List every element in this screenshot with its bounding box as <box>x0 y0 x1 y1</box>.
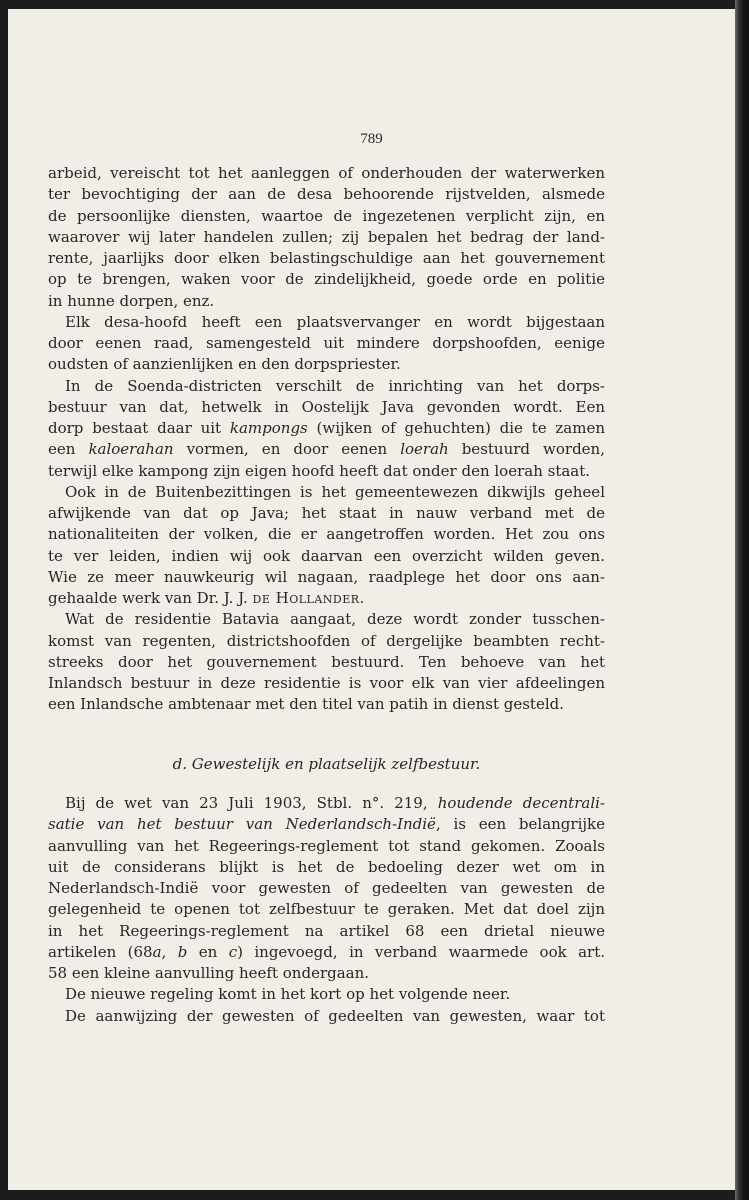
text-line: aanvulling van het Regeerings-reglement tot stand gekomen. Zooals <box>48 836 605 855</box>
text-line: 58 een kleine aanvulling heeft ondergaan. <box>48 964 370 982</box>
text-line: gehaalde werk van Dr. J. J. de Hollander. <box>48 589 365 607</box>
section-heading: d. Gewestelijk en plaatselijk zelfbestuur. <box>172 755 481 773</box>
text-line: uit de considerans blijkt is het de bedoeling dezer wet om in <box>48 857 605 876</box>
text-line: ter bevochtiging der aan de desa behoorende rijstvelden, alsmede <box>48 185 605 204</box>
text-line: een kaloerahan vormen, en door eenen loerah bestuurd worden, <box>48 440 605 459</box>
text-line: De nieuwe regeling komt in het kort op het volgende neer. <box>65 985 511 1004</box>
text-line: rente, jaarlijks door elken belastingschuldige aan het gouvernement <box>48 249 605 267</box>
text-line: In de Soenda-districten verschilt de inrichting van het dorps- <box>65 376 605 395</box>
text-line: in het Regeerings-reglement na artikel 68 een drietal nieuwe <box>48 921 605 940</box>
text-line: satie van het bestuur van Nederlandsch-Indië, is een belangrijke <box>48 815 605 834</box>
page-edge-shadow <box>735 0 749 1200</box>
book-page <box>8 9 735 1190</box>
text-line: op te brengen, waken voor de zindelijkheid, goede orde en politie <box>48 270 605 289</box>
text-line: dorp bestaat daar uit kampongs (wijken of gehuchten) die te zamen <box>48 419 605 437</box>
text-line: bestuur van dat, hetwelk in Oostelijk Java gevonden wordt. Een <box>48 397 605 416</box>
author-name: de Hollander <box>252 589 360 607</box>
text-line: Bij de wet van 23 Juli 1903, Stbl. n°. 219, houdende decentrali- <box>65 794 605 812</box>
text-line: streeks door het gouvernement bestuurd. Ten behoeve van het <box>48 652 605 671</box>
text-line: komst van regenten, districtshoofden of dergelijke beambten recht- <box>48 631 605 650</box>
italic-title: satie van het bestuur van Nederlandsch-Indië <box>48 815 436 834</box>
text-line: een Inlandsche ambtenaar met den titel van patih in dienst gesteld. <box>48 695 564 714</box>
text-line: waarover wij later handelen zullen; zij bepalen het bedrag der land- <box>48 227 605 246</box>
text-line: Inlandsch bestuur in deze residentie is voor elk van vier afdeelingen <box>48 674 605 692</box>
text-line: De aanwijzing der gewesten of gedeelten van gewesten, waar tot <box>65 1006 605 1025</box>
text-line: door eenen raad, samengesteld uit mindere dorpshoofden, eenige <box>48 334 605 352</box>
italic-term: kampongs <box>229 419 308 437</box>
text-block-top <box>48 163 605 716</box>
text-line: terwijl elke kampong zijn eigen hoofd heeft dat onder den loerah staat. <box>48 461 591 480</box>
text-line: Nederlandsch-Indië voor gewesten of gedeelten van gewesten de <box>48 879 605 897</box>
page-number: 789 <box>360 131 383 147</box>
text-line: arbeid, vereischt tot het aanleggen of onderhouden der waterwerken <box>48 164 605 182</box>
text-line: afwijkende van dat op Java; het staat in nauw verband met de <box>48 504 605 522</box>
text-line: nationaliteiten der volken, die er aangetroffen worden. Het zou ons <box>48 525 605 544</box>
text-block-bottom <box>48 793 605 1027</box>
text-line: Elk desa-hoofd heeft een plaatsvervanger en wordt bijgestaan <box>65 312 605 331</box>
italic-term: loerah <box>400 440 449 459</box>
italic-title: houdende decentrali- <box>437 794 605 812</box>
text-line: te ver leiden, indien wij ook daarvan een overzicht wilden geven. <box>48 546 605 565</box>
text-line: artikelen (68a, b en c) ingevoegd, in verband waarmede ook art. <box>48 942 606 961</box>
italic-term: kaloerahan <box>88 440 174 459</box>
text-line: gelegenheid te openen tot zelfbestuur te geraken. Met dat doel zijn <box>48 900 605 919</box>
text-line: in hunne dorpen, enz. <box>48 291 215 310</box>
text-line: Wat de residentie Batavia aangaat, deze wordt zonder tusschen- <box>65 610 605 629</box>
text-line: oudsten of aanzienlijken en den dorpspriester. <box>48 355 401 374</box>
text-line: Wie ze meer nauwkeurig wil nagaan, raadplege het door ons aan- <box>48 567 605 586</box>
text-line: de persoonlijke diensten, waartoe de ingezetenen verplicht zijn, en <box>48 206 605 225</box>
text-line: Ook in de Buitenbezittingen is het gemeentewezen dikwijls geheel <box>65 482 605 501</box>
